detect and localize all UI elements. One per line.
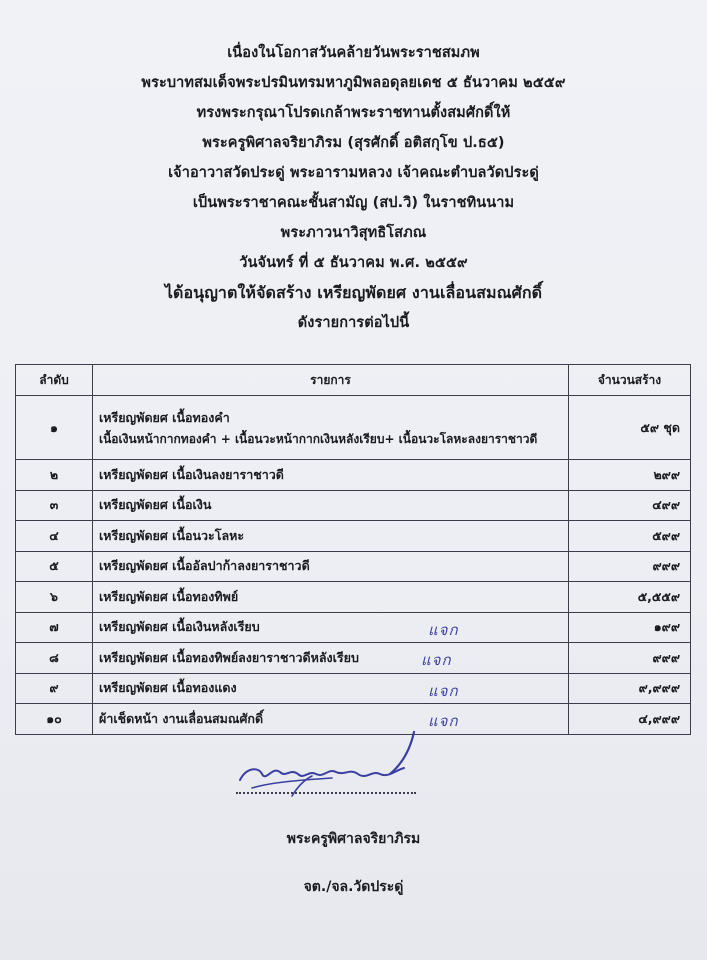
permit-emphasis: เหรียญพัดยศ งานเลื่อนสมณศักดิ์: [317, 283, 543, 302]
row-quantity: ๒๙๙: [569, 460, 691, 491]
handwritten-note: แจก: [428, 620, 459, 639]
permit-prefix: ได้อนุญาตให้จัดสร้าง: [164, 283, 312, 302]
header-line-8: วันจันทร์ ที่ ๕ ธันวาคม พ.ศ. ๒๕๕๙: [239, 255, 468, 271]
announcement-header: [0, 38, 707, 338]
row-item-title: เหรียญพัดยศ เนื้อทองคำ: [99, 410, 230, 425]
row-quantity: ๔,๙๙๙: [569, 704, 691, 735]
header-line-5: เจ้าอาวาสวัดประดู่ พระอารามหลวง เจ้าคณะตำบลวัดประดู่: [168, 165, 539, 181]
row-quantity: ๕,๕๕๙: [569, 582, 691, 613]
header-line-6: เป็นพระราชาคณะชั้นสามัญ (สป.วิ) ในราชทินนาม: [192, 195, 515, 211]
table-row: [16, 582, 691, 613]
row-item: เหรียญพัดยศ เนื้อนวะโลหะ: [93, 521, 569, 552]
items-table: [15, 364, 691, 735]
row-quantity: ๕๙ ชุด: [569, 396, 691, 460]
row-item-detail: เนื้อเงินหน้ากากทองคำ + เนื้อนวะหน้ากากเงินหลังเรียบ+ เนื้อนวะโลหะลงยาราชาวดี: [99, 432, 538, 446]
col-header-item: รายการ: [93, 365, 569, 396]
row-number: ๔: [16, 521, 93, 552]
row-item: เหรียญพัดยศ เนื้อเงินลงยาราชาวดี: [93, 460, 569, 491]
col-header-quantity: จำนวนสร้าง: [569, 365, 691, 396]
table-row: [16, 460, 691, 491]
row-item: [93, 396, 569, 460]
table-header-row: [16, 365, 691, 396]
row-number: ๗: [16, 612, 93, 643]
handwritten-signature: [232, 730, 432, 810]
row-number: ๑๐: [16, 704, 93, 735]
row-number: ๕: [16, 551, 93, 582]
header-line-3: ทรงพระกรุณาโปรดเกล้าพระราชทานตั้งสมศักดิ์ให้: [196, 105, 511, 121]
permit-line: [0, 278, 707, 308]
row-number: ๘: [16, 643, 93, 674]
handwritten-note: แจก: [428, 712, 459, 730]
table-row: [16, 551, 691, 582]
table-row: [16, 612, 691, 643]
row-quantity: ๙,๙๙๙: [569, 673, 691, 704]
row-number: ๙: [16, 673, 93, 704]
row-item-title: เหรียญพัดยศ เนื้อเงินหลังเรียบ: [99, 619, 260, 635]
row-quantity: ๑๙๙: [569, 612, 691, 643]
header-line-2: พระบาทสมเด็จพระปรมินทรมหาภูมิพลอดุลยเดช ๕ ธันวาคม ๒๕๕๙: [141, 75, 566, 91]
row-quantity: ๕๙๙: [569, 521, 691, 552]
row-quantity: ๔๙๙: [569, 490, 691, 521]
signature-dotted-line: [236, 792, 416, 794]
row-number: ๖: [16, 582, 93, 613]
row-item: เหรียญพัดยศ เนื้อเงิน: [93, 490, 569, 521]
row-item: [93, 673, 569, 704]
table-row: [16, 490, 691, 521]
row-number: ๓: [16, 490, 93, 521]
row-item: เหรียญพัดยศ เนื้ออัลปาก้าลงยาราชาวดี: [93, 551, 569, 582]
row-item-title: ผ้าเช็ดหน้า งานเลื่อนสมณศักดิ์: [99, 710, 264, 726]
table-row: [16, 521, 691, 552]
row-number: ๒: [16, 460, 93, 491]
row-quantity: ๙๙๙: [569, 551, 691, 582]
row-number: ๑: [16, 396, 93, 460]
header-line-7: พระภาวนาวิสุทธิโสภณ: [280, 225, 427, 241]
row-item-title: เหรียญพัดยศ เนื้อทองทิพย์ลงยาราชาวดีหลังเรียบ: [99, 649, 359, 665]
header-line-4: พระครูพิศาลจริยาภิรม (สุรศักดิ์ อติสกุโข ป.ธ๕): [202, 135, 505, 151]
col-header-order: ลำดับ: [16, 365, 93, 396]
row-quantity: ๙๙๙: [569, 643, 691, 674]
row-item: [93, 612, 569, 643]
table-row: [16, 643, 691, 674]
list-intro: ดังรายการต่อไปนี้: [297, 315, 410, 331]
row-item: เหรียญพัดยศ เนื้อทองทิพย์: [93, 582, 569, 613]
signer-title: จต./จล.วัดประดู่: [303, 879, 404, 895]
header-line-1: เนื่องในโอกาสวันคล้ายวันพระราชสมภพ: [227, 45, 480, 61]
table-row: [16, 673, 691, 704]
row-item-title: เหรียญพัดยศ เนื้อทองแดง: [99, 680, 237, 696]
handwritten-note: แจก: [428, 681, 459, 700]
signer-name: พระครูพิศาลจริยาภิรม: [286, 831, 421, 847]
handwritten-note: แจก: [421, 651, 452, 669]
row-item: [93, 643, 569, 674]
table-row: [16, 396, 691, 460]
